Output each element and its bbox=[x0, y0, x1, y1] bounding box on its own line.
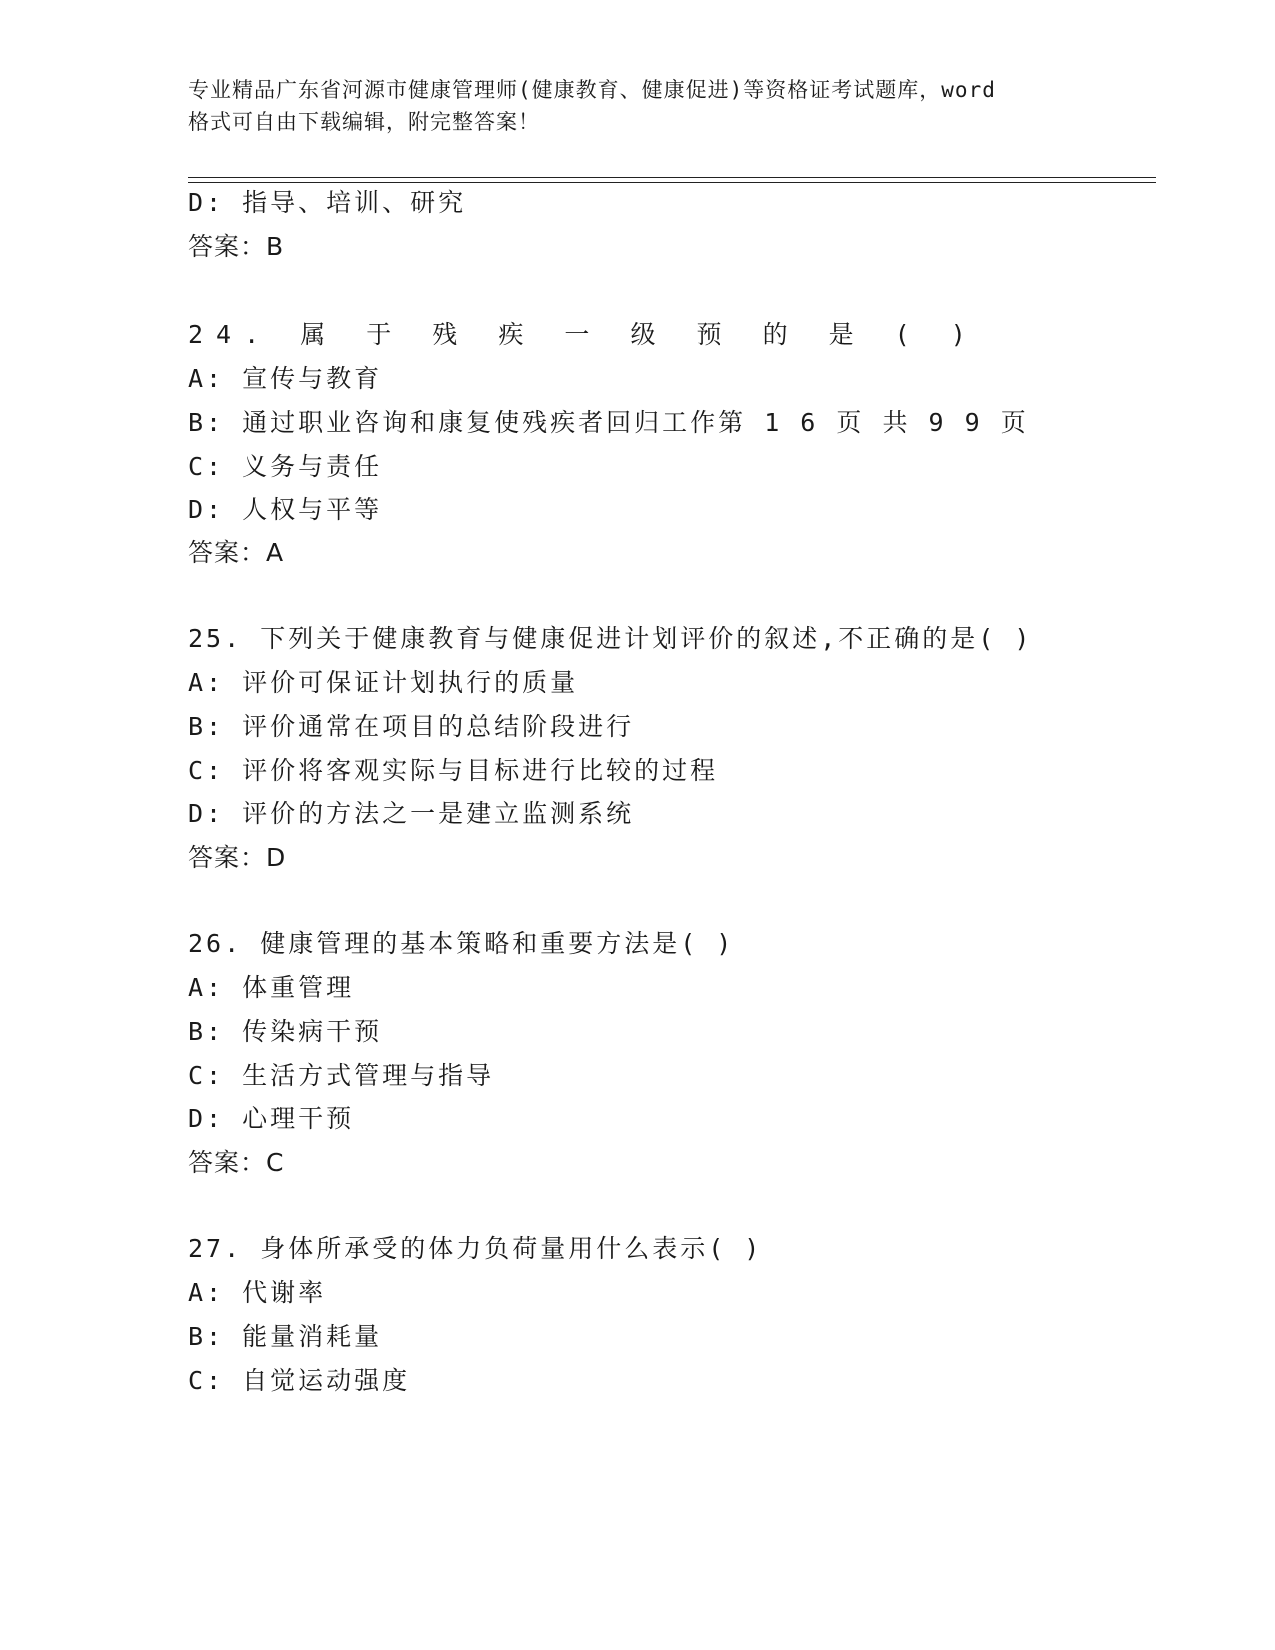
answer: 答案：C bbox=[188, 1148, 285, 1177]
option-d: D: 评价的方法之一是建立监测系统 bbox=[188, 799, 635, 828]
question-stem: 27. 身体所承受的体力负荷量用什么表示( ) bbox=[188, 1234, 763, 1263]
option-a: A: 宣传与教育 bbox=[188, 364, 383, 393]
answer: 答案：D bbox=[188, 843, 287, 872]
option-c: C: 自觉运动强度 bbox=[188, 1366, 411, 1395]
option-a: A: 体重管理 bbox=[188, 973, 355, 1002]
question-stem: 25. 下列关于健康教育与健康促进计划评价的叙述,不正确的是( ) bbox=[188, 624, 1033, 653]
option-b: B: 通过职业咨询和康复使残疾者回归工作第 1 6 页 共 9 9 页 bbox=[188, 408, 1029, 437]
document-header bbox=[188, 74, 1108, 138]
option-c: C: 评价将客观实际与目标进行比较的过程 bbox=[188, 756, 719, 785]
header-divider-bottom bbox=[188, 182, 1156, 183]
header-line-2: 格式可自由下载编辑，附完整答案！ bbox=[188, 110, 540, 134]
option-a: A: 代谢率 bbox=[188, 1278, 327, 1307]
option-c: C: 生活方式管理与指导 bbox=[188, 1061, 495, 1090]
question-stem: 26. 健康管理的基本策略和重要方法是( ) bbox=[188, 929, 735, 958]
option-d: D: 指导、培训、研究 bbox=[188, 188, 467, 217]
header-divider-top bbox=[188, 177, 1156, 178]
option-b: B: 传染病干预 bbox=[188, 1017, 383, 1046]
question-stem: 24. 属 于 残 疾 一 级 预 的 是 ( ) bbox=[188, 320, 979, 349]
option-d: D: 心理干预 bbox=[188, 1104, 355, 1133]
option-b: B: 评价通常在项目的总结阶段进行 bbox=[188, 712, 635, 741]
option-c: C: 义务与责任 bbox=[188, 452, 383, 481]
option-a: A: 评价可保证计划执行的质量 bbox=[188, 668, 579, 697]
header-line-1: 专业精品广东省河源市健康管理师(健康教育、健康促进)等资格证考试题库，word bbox=[188, 78, 996, 102]
answer: 答案：A bbox=[188, 538, 285, 567]
option-d: D: 人权与平等 bbox=[188, 495, 383, 524]
option-b: B: 能量消耗量 bbox=[188, 1322, 383, 1351]
answer: 答案：B bbox=[188, 232, 285, 261]
